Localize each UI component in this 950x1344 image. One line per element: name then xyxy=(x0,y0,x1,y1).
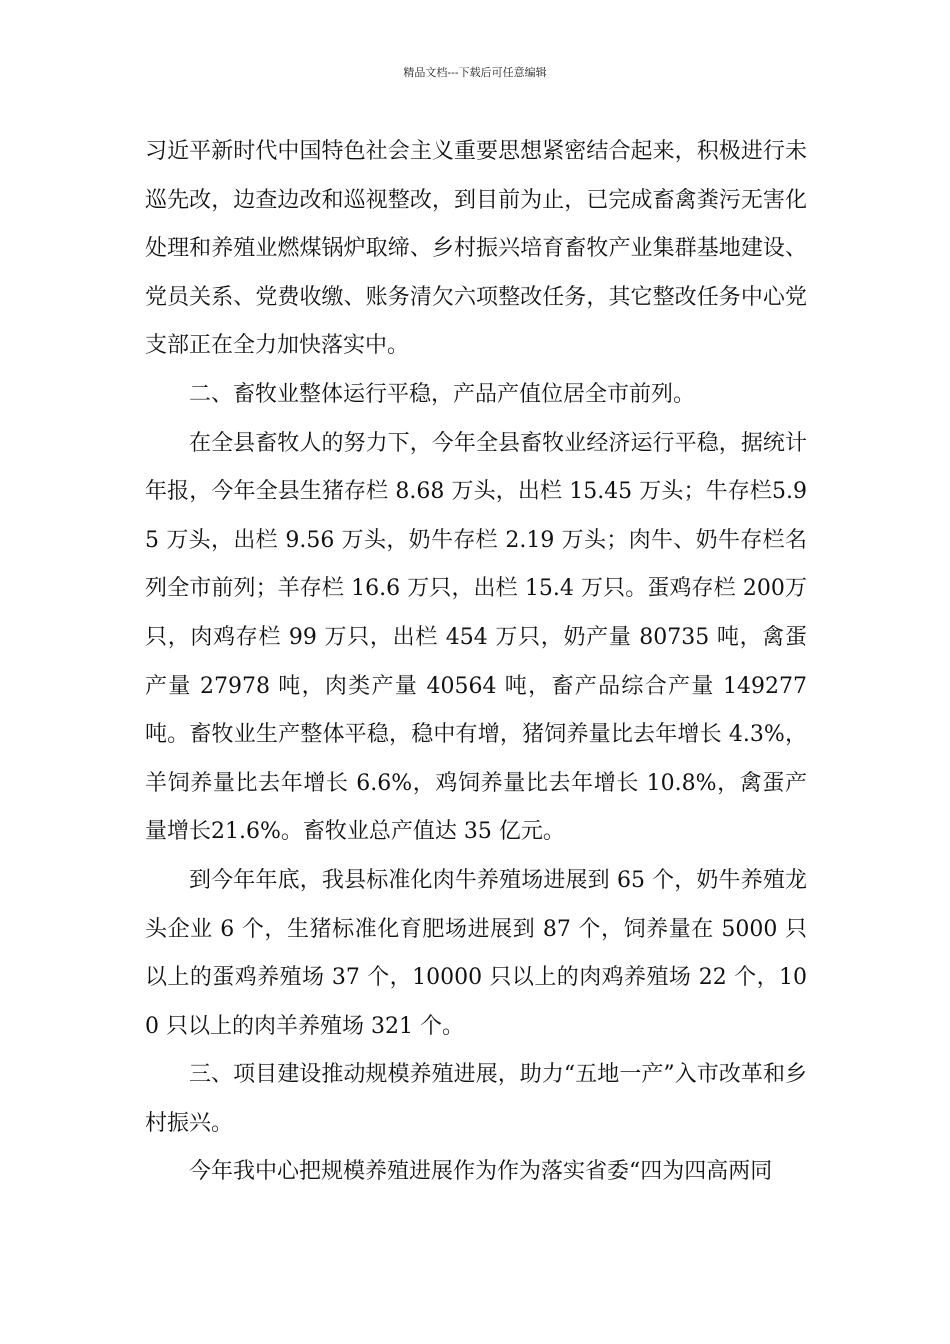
paragraph-livestock-statistics: 在全县畜牧人的努力下，今年全县畜牧业经济运行平稳，据统计年报，今年全县生猪存栏 8.68 万头，出栏 15.45 万头；牛存栏5.95 万头，出栏 9.56 万头，奶牛存栏 2.19 万头；肉牛、奶牛存栏名列全市前列；羊存栏 16.6 万只，出栏 15.4 万只。蛋鸡存栏 200万只，肉鸡存栏 99 万只，出栏 454 万只，奶产量 80735 吨，禽蛋产量 27978 吨，肉类产量 40564 吨，畜产品综合产量 149277 吨。畜牧业生产整体平稳，稳中有增，猪饲养量比去年增长 4.3%，羊饲养量比去年增长 6.6%，鸡饲养量比去年增长 10.8%，禽蛋产量增长21.6%。畜牧业总产值达 35 亿元。 xyxy=(145,430,807,845)
page-header: 精品文档---下载后可任意编辑 xyxy=(403,66,547,79)
section-heading-2: 二、畜牧业整体运行平稳，产品产值位居全市前列。 xyxy=(189,381,696,407)
paragraph-continued: 习近平新时代中国特色社会主义重要思想紧密结合起来，积极进行未巡先改，边查边改和巡视整改，到目前为止，已完成畜禽粪污无害化处理和养殖业燃煤锅炉取缔、乡村振兴培育畜牧产业集群基地建设、党员关系、党费收缴、账务清欠六项整改任务，其它整改任务中心党支部正在全力加快落实中。 xyxy=(145,139,807,359)
section-heading-3: 三、项目建设推动规模养殖进展，助力“五地一产”入市改革和乡村振兴。 xyxy=(145,1062,807,1136)
paragraph-farm-counts: 到今年年底，我县标准化肉牛养殖场进展到 65 个，奶牛养殖龙头企业 6 个，生猪标准化育肥场进展到 87 个，饲养量在 5000 只以上的蛋鸡养殖场 37 个，10000 只以上的肉鸡养殖场 22 个，100 只以上的肉羊养殖场 321 个。 xyxy=(145,867,807,1039)
document-body xyxy=(145,128,807,1197)
paragraph-project-construction: 今年我中心把规模养殖进展作为作为落实省委“四为四高两同 xyxy=(189,1159,773,1185)
